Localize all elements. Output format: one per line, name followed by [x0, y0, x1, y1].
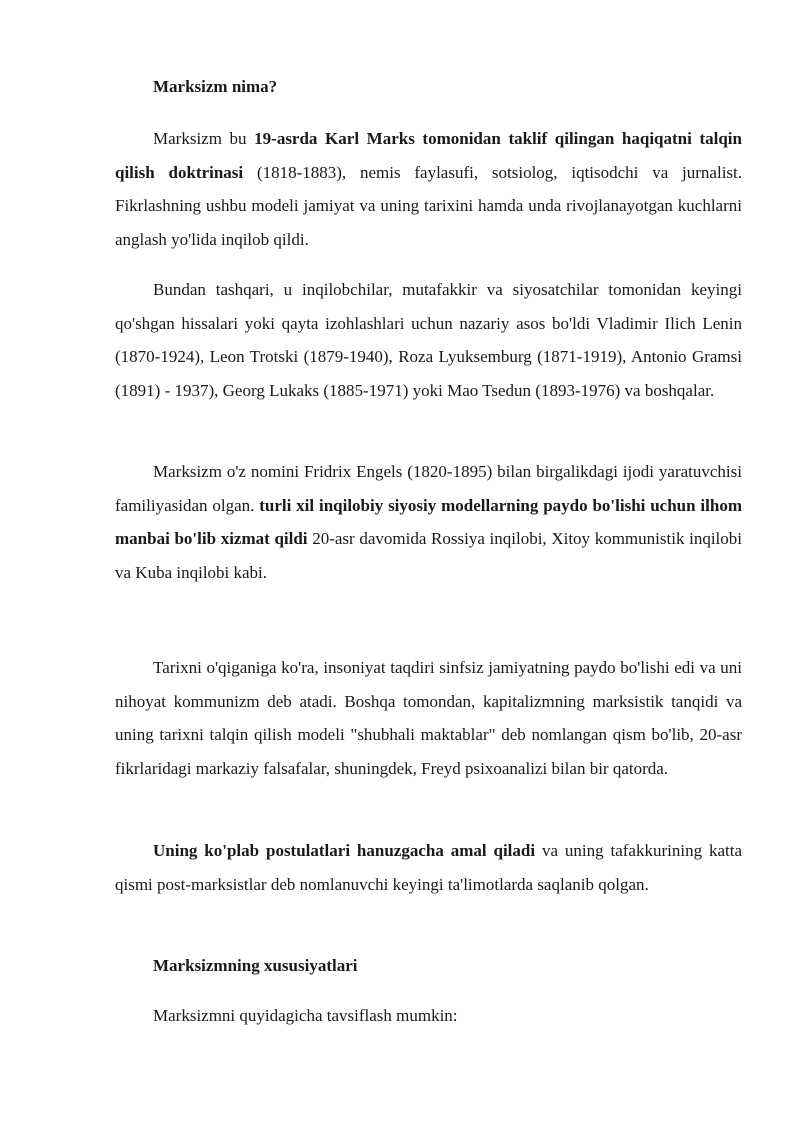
- paragraph-emphasis: turli xil inqilobiy siyosiy modellarning paydo bo'lishi uchun ilhom manbai bo'lib xizmat qildi: [115, 495, 742, 548]
- paragraph-postulates: [115, 834, 742, 901]
- paragraph-intro-list: Marksizmni quyidagicha tavsiflash mumkin:: [153, 1006, 458, 1025]
- paragraph-text: Marksizm bu: [153, 129, 255, 148]
- paragraph-emphasis: 19-asrda Karl Marks tomonidan taklif qilingan haqiqatni talqin qilish doktrinasi: [115, 129, 742, 182]
- paragraph-text: va uning tafakkurining katta qismi post-marksistlar deb nomlanuvchi keyingi ta'limotlarda saqlanib qolgan.: [115, 841, 743, 894]
- paragraph-text: 20-asr davomida Rossiya inqilobi, Xitoy kommunistik inqilobi va Kuba inqilobi kabi.: [115, 529, 742, 582]
- document-title: Marksizm nima?: [153, 77, 278, 96]
- paragraph-emphasis: Uning ko'plab postulatlari hanuzgacha amal qiladi: [153, 841, 536, 860]
- paragraph-text: Marksizm o'z nomini Fridrix Engels (1820-1895) bilan birgalikdagi ijodi yaratuvchisi familiyasidan olgan.: [115, 462, 742, 515]
- paragraph-text: (1818-1883), nemis faylasufi, sotsiolog, iqtisodchi va jurnalist. Fikrlashning ushbu modeli jamiyat va uning tarixini hamda unda rivojlanayotgan kuchlarni anglash yo'lida inqilob qildi.: [115, 162, 743, 249]
- paragraph-name-origin: [115, 455, 742, 589]
- paragraph-history: Tarixni o'qiganiga ko'ra, insoniyat taqdiri sinfsiz jamiyatning paydo bo'lishi edi va uni nihoyat kommunizm deb atadi. Boshqa tomondan, kapitalizmning marksistik tanqidi va uning tarixni talqin qilish modeli "shubhali maktablar" deb nomlangan qism bo'lib, 20-asr fikrlaridagi markaziy falsafalar, shuningdek, Freyd psixoanalizi bilan bir qatorda.: [115, 658, 742, 778]
- section-subtitle: Marksizmning xususiyatlari: [153, 956, 358, 975]
- paragraph-followers: Bundan tashqari, u inqilobchilar, mutafakkir va siyosatchilar tomonidan keyingi qo'shgan hissalari yoki qayta izohlashlari uchun nazariy asos bo'ldi Vladimir Ilich Lenin (1870-1924), Leon Trotski (1879-1940), Roza Lyuksemburg (1871-1919), Antonio Gramsi (1891) - 1937), Georg Lukaks (1885-1971) yoki Mao Tsedun (1893-1976) va boshqalar.: [115, 280, 742, 400]
- paragraph-definition: [115, 122, 742, 256]
